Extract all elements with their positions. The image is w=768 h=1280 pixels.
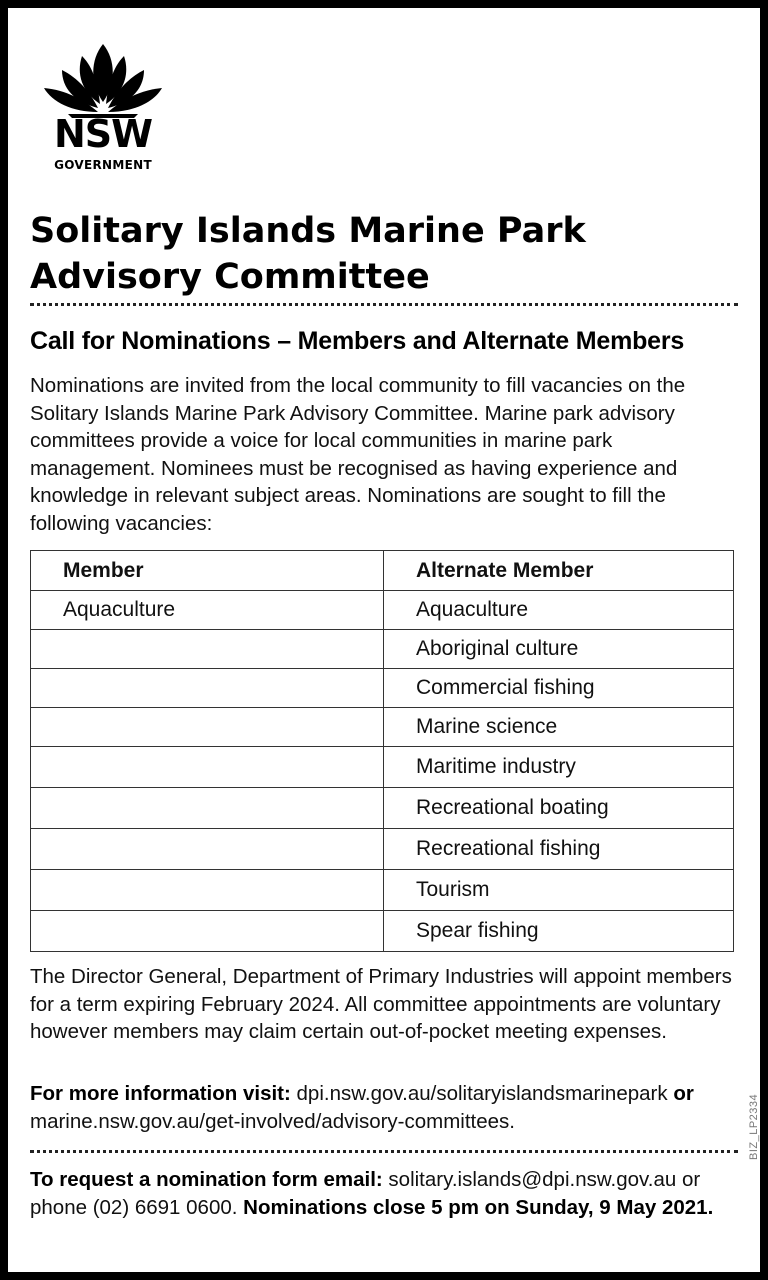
member-cell (31, 870, 384, 911)
logo-word: NSW (53, 112, 153, 156)
more-info-paragraph (30, 1080, 742, 1135)
request-phone: or phone (02) 6691 0600. (30, 1168, 701, 1219)
table-row (31, 669, 734, 708)
alternate-cell: Recreational boating (384, 788, 734, 829)
member-cell (31, 747, 384, 788)
alternate-cell: Recreational fishing (384, 829, 734, 870)
alternate-cell: Aquaculture (384, 591, 734, 630)
column-header-member: Member (31, 551, 384, 591)
alternate-cell: Tourism (384, 870, 734, 911)
request-label: To request a nomination form email: (30, 1168, 383, 1191)
table-row (31, 829, 734, 870)
nominations-close: Nominations close 5 pm on Sunday, 9 May 2021. (243, 1195, 714, 1219)
request-paragraph (30, 1166, 742, 1221)
member-cell (31, 829, 384, 870)
column-header-alternate: Alternate Member (384, 551, 734, 591)
alternate-cell: Commercial fishing (384, 669, 734, 708)
request-email[interactable]: solitary.islands@dpi.nsw.gov.au (388, 1168, 677, 1191)
divider-top (30, 303, 738, 306)
alternate-cell: Aboriginal culture (384, 630, 734, 669)
member-cell (31, 708, 384, 747)
table-row (31, 630, 734, 669)
member-cell (31, 788, 384, 829)
table-row (31, 708, 734, 747)
member-cell (31, 669, 384, 708)
director-paragraph: The Director General, Department of Primary Industries will appoint members for a term expiring February 2024. All committee appointments are voluntary however members may claim certain out-of-pocket meeting expenses. (30, 965, 732, 1043)
vacancies-table (30, 550, 734, 952)
divider-bottom (30, 1150, 738, 1153)
title-line-1: Solitary Islands Marine Park (30, 211, 586, 251)
alternate-cell: Marine science (384, 708, 734, 747)
table-row (31, 747, 734, 788)
member-cell (31, 911, 384, 952)
more-info-or: or (673, 1082, 694, 1105)
section-subtitle: Call for Nominations – Members and Alternate Members (30, 327, 685, 355)
member-cell: Aquaculture (31, 591, 384, 630)
more-info-link-marine[interactable]: marine.nsw.gov.au/get-involved/advisory-committees. (30, 1109, 515, 1133)
alternate-cell: Spear fishing (384, 911, 734, 952)
publication-code: BIZ_LP2334 (748, 1093, 760, 1160)
member-cell (31, 630, 384, 669)
intro-paragraph: Nominations are invited from the local community to fill vacancies on the Solitary Islands Marine Park Advisory Committee. Marine park advisory committees provide a voice for local communities in marine park management. Nominees must be recognised as having experience and knowledge in relevant subject areas. Nominations are sought to fill the following vacancies: (30, 374, 686, 535)
alternate-cell: Maritime industry (384, 747, 734, 788)
table-header-row (31, 551, 734, 591)
waratah-icon (38, 40, 168, 120)
table-row (31, 591, 734, 630)
table-row (31, 870, 734, 911)
page-title (30, 208, 730, 300)
logo-subtext: GOVERNMENT (54, 158, 152, 172)
table-row (31, 788, 734, 829)
title-line-2: Advisory Committee (30, 257, 430, 297)
table-row (31, 911, 734, 952)
more-info-label: For more information visit: (30, 1082, 291, 1105)
more-info-link-dpi[interactable]: dpi.nsw.gov.au/solitaryislandsmarinepark (296, 1082, 668, 1105)
